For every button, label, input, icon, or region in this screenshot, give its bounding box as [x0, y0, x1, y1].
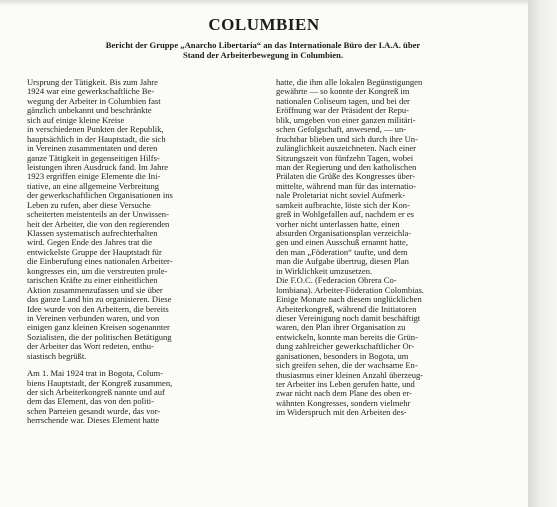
text-line: Eröffnung war der Präsident der Repu- [276, 106, 409, 116]
text-line: einigen ganz kleinen Kreisen sogenannter [27, 323, 170, 333]
text-line: Einige Monate nach diesem unglücklichen [276, 295, 422, 305]
text-line: siastisch begrüßt. [27, 351, 87, 361]
text-line: samkeit aufbrachte, löste sich der Kon- [276, 200, 410, 210]
text-line: gewährte — so konnte der Kongreß im [276, 87, 410, 97]
text-line: dung zahlreicher gewerkschaftlicher Or- [276, 342, 415, 352]
text-line: ganze Tätigkeit in gegenseitigen Hilfs- [27, 153, 160, 163]
text-line: schen Parteien gesandt wurde, das vor- [27, 406, 161, 416]
text-line: die Einberufung eines nationalen Arbeiter- [27, 257, 173, 267]
left-column [27, 78, 265, 426]
text-line: dem das Element, das von den politi- [27, 397, 154, 407]
text-line: Arbeiterkongreß, während die Initiatoren [276, 304, 417, 314]
text-line: lombiana). Arbeiter-Föderation Colombias. [276, 285, 424, 295]
text-line: tarischen Kräfte zu einer einheitlichen [27, 276, 158, 286]
text-line: man der Regierung und den katholischen [276, 162, 417, 172]
text-line: wegung der Arbeiter in Columbien fast [27, 96, 161, 106]
text-line: waren, den Plan ihrer Organisation zu [276, 323, 406, 333]
text-line: in Wirklichkeit umzusetzen. [276, 266, 373, 276]
text-line: man die Aufgabe übertrug, diesen Plan [276, 257, 409, 267]
text-line: fruchtbar blieben und sich durch ihre Un- [276, 134, 418, 144]
page-top-shadow [0, 0, 528, 6]
text-line: Idee wurde von den Arbeitern, die bereits [27, 304, 169, 314]
right-column [276, 78, 514, 418]
text-line: sich greifen sehen, die der wachsame En- [276, 361, 418, 371]
text-line: mittelte, während man für das internatio- [276, 181, 417, 191]
text-line: ter Arbeiter ins Leben gerufen hatte, und [276, 380, 415, 389]
text-line: Am 1. Mai 1924 trat in Bogota, Colum- [27, 369, 164, 379]
text-line: den man „Föderation“ taufte, und dem [276, 247, 408, 257]
text-line: nale Proletariat nicht soviel Aufmerk- [276, 191, 406, 201]
text-line: blik, umgeben von einer ganzen militäri- [276, 115, 416, 125]
text-line: entwickeln, konnte man bereits die Grün- [276, 332, 418, 342]
text-line: 1924 war eine gewerkschaftliche Be- [27, 87, 155, 97]
text-line: kongresses ein, um die verstreuten prole- [27, 266, 168, 276]
text-line: Klassen systematisch aufrechterhalten [27, 229, 158, 238]
text-line: sich auf einige kleine Kreise [27, 115, 125, 125]
text-line: im Widerspruch mit den Arbeiten des- [276, 408, 407, 418]
text-line: tiative, an eine allgemeine Verbreitung [27, 181, 160, 191]
text-line: in verschiedenen Punkten der Republik, [27, 125, 164, 135]
text-line: in Vereinen zusammentaten und deren [27, 144, 158, 154]
text-line: schen Gefolgschaft, anwesend, — un- [276, 125, 407, 135]
text-line: der Arbeiter das Wort redeten, enthu- [27, 342, 154, 352]
text-line: Aktion zusammenzufassen und sie über [27, 285, 163, 295]
text-line: der sich Arbeiterkongreß nannte und auf [27, 388, 165, 397]
text-line: thusiasmus einer kleinen Anzahl überzeug- [276, 370, 424, 380]
text-line: Leben zu rufen, aber diese Versuche [27, 200, 151, 210]
text-line: zulänglichkeit auszeichneten. Nach einer [276, 144, 417, 154]
article-subtitle [28, 40, 498, 60]
paragraph-gap [27, 361, 265, 369]
text-line: wird. Gegen Ende des Jahres trat die [27, 238, 153, 248]
text-line: herrschende war. Dieses Element hatte [27, 416, 160, 426]
text-line: gänzlich unbekannt und beschränkte [27, 106, 152, 116]
text-line: Die F.O.C. (Federacion Obrera Co- [276, 276, 397, 286]
text-line: zwar nicht nach dem Plane des oben er- [276, 389, 412, 399]
text-line: scheiterten meistenteils an der Unwissen- [27, 210, 169, 220]
text-line: ganisationen, besonders in Bogota, um [276, 351, 409, 361]
text-line: hatte, die ihm alle lokalen Begünstigungen [276, 78, 423, 87]
text-line: 1923 ergriffen einige Elemente die Ini- [27, 172, 161, 182]
text-line: vorher nicht unterlassen hatte, einen [276, 219, 400, 229]
text-line: Prälaten die Grüße des Kongresses über- [276, 172, 416, 182]
text-line: der gewerkschaftlichen Organisationen ins [27, 191, 173, 201]
text-line: leistungen ihren Ausdruck fand. Im Jahre [27, 162, 168, 172]
text-line: entwickelste Gruppe der Hauptstadt für [27, 247, 162, 257]
text-line: biens Hauptstadt, der Kongreß zusammen, [27, 378, 173, 388]
text-line: in Vereinen verbunden waren, und von [27, 313, 160, 323]
text-line: greß in Wohlgefallen auf, nachdem er es [276, 210, 414, 220]
subtitle-line: Stand der Arbeiterbewegung in Columbien. [182, 50, 344, 60]
page-edge-shadow [528, 0, 557, 507]
text-line: Sitzungszeit von fünfzehn Tagen, wobei [276, 153, 414, 163]
text-line: gen und einen Ausschuß ernannt hatte, [276, 238, 408, 248]
text-line: nationalen Coliseum tagen, und bei der [276, 96, 410, 106]
text-line: Ursprung der Tätigkeit. Bis zum Jahre [27, 78, 158, 87]
text-line: das ganze Land hin zu organisieren. Diese [27, 295, 172, 305]
text-line: wähnten Kongresses, sondern vielmehr [276, 398, 411, 408]
text-line: hauptsächlich in der Hauptstadt, die sich [27, 134, 166, 144]
text-line: absurden Organisationsplan verzeichla- [276, 229, 412, 238]
text-line: Sozialisten, die der politischen Betätigung [27, 332, 172, 342]
subtitle-line: Bericht der Gruppe „Anarcho Libertaria“ an das Internationale Büro der I.A.A. über [105, 40, 421, 50]
article-title: COLUMBIEN [208, 15, 320, 34]
text-line: dieser Vereinigung noch damit beschäftigt [276, 313, 421, 323]
text-line: heit der Arbeiter, die von den regierenden [27, 219, 170, 229]
